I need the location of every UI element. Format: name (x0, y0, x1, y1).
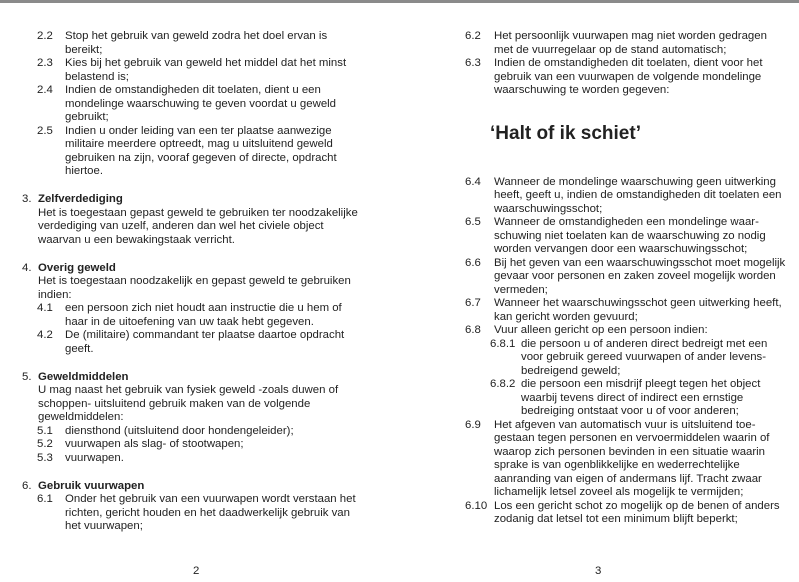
item-text: gebruikt; (65, 111, 109, 123)
text-line (400, 297, 799, 311)
section-heading (0, 371, 399, 385)
text-line (400, 57, 799, 71)
list-item (400, 378, 799, 419)
item-text: richten, gericht houden en het daadwerkelijk gebruik van (65, 506, 350, 519)
item-text: worden vervangen door een waarschuwingsschot; (494, 243, 748, 255)
item-number: 5.3 (37, 451, 53, 464)
text-line (0, 57, 399, 71)
page-number-3: 3 (595, 565, 602, 577)
item-text: vuurwapen als slag- of stootwapen; (65, 438, 244, 450)
text-line (400, 459, 799, 473)
item-text: gestaan tegen personen en vervoermiddelen waarin of (494, 432, 770, 444)
text-line (0, 44, 399, 58)
list-item (0, 84, 399, 125)
item-text: geeft. (65, 342, 94, 355)
text-line (400, 284, 799, 298)
list-item (400, 257, 799, 298)
text-line (0, 316, 399, 330)
text-line (0, 289, 399, 303)
item-text: Overig geweld (38, 261, 116, 274)
item-number: 6.3 (465, 57, 481, 69)
page-2 (0, 30, 399, 534)
text-line (0, 220, 399, 234)
item-text: verdediging van uzelf, anderen dan wel het civiele object (38, 220, 324, 232)
item-text: Het is toegestaan noodzakelijk en gepast geweld te gebruiken (38, 275, 351, 287)
list-item (400, 419, 799, 500)
item-text: Vuur alleen gericht op een persoon indien: (494, 324, 708, 336)
list-item (400, 216, 799, 257)
text-line (400, 378, 799, 392)
text-line (400, 486, 799, 500)
item-text: waarschuwing te worden gegeven: (494, 84, 670, 96)
text-line (0, 329, 399, 343)
text-line (0, 507, 399, 521)
text-line (400, 257, 799, 271)
text-line (400, 230, 799, 244)
item-text: gebruiken na zijn, vooraf gegeven of directe, opdracht (65, 151, 337, 164)
text-line (0, 398, 399, 412)
text-line (400, 203, 799, 217)
text-line (400, 216, 799, 230)
item-text: kan gericht worden gevuurd; (494, 310, 638, 323)
text-line (400, 44, 799, 58)
item-text: waarop zich personen bevinden in een situatie waarin (494, 445, 766, 458)
item-text: Indien u onder leiding van een ter plaatse aanwezige (65, 124, 332, 137)
item-number: 6.6 (465, 256, 481, 269)
text-line (0, 71, 399, 85)
item-text: Wanneer het waarschuwingsschot geen uitwerking heeft, (494, 297, 782, 309)
item-text: belastend is; (65, 70, 129, 83)
text-line (400, 392, 799, 406)
text-line (0, 371, 399, 385)
text-line (0, 125, 399, 139)
list-item (400, 30, 799, 57)
text-line (0, 138, 399, 152)
text-line (400, 84, 799, 98)
text-line (0, 275, 399, 289)
item-text: U mag naast het gebruik van fysiek geweld -zoals duwen of (38, 384, 339, 396)
item-text: waarbij tevens direct of indirect een ernstige (521, 391, 744, 404)
item-text: militaire meerdere optreedt, mag u uitsluitend geweld (65, 138, 333, 150)
item-text: Het is toegestaan gepast geweld te gebruiken ter noodzakelijke (38, 206, 358, 219)
item-text: schuwing niet toelaten kan de waarschuwing zo nodig (494, 229, 766, 242)
text-line (400, 419, 799, 433)
list-item (400, 57, 799, 98)
item-text: Het persoonlijk vuurwapen mag niet worden gedragen (494, 30, 767, 42)
item-text: bedreiging ontstaat voor u of voor anderen; (521, 405, 739, 417)
text-line (400, 432, 799, 446)
item-text: vermeden; (494, 283, 548, 296)
item-text: die persoon u of anderen direct bedreigt met een (521, 337, 768, 350)
text-line (400, 243, 799, 257)
item-text: ‘Halt of ik schiet’ (490, 122, 641, 144)
item-text: zodanig dat letsel tot een minimum blijft beperkt; (494, 513, 738, 525)
text-line (0, 452, 399, 466)
item-text: heeft, geeft u, indien de omstandigheden dit toelaten een (494, 189, 782, 201)
item-number: 6.8.1 (490, 337, 516, 350)
list-item (0, 329, 399, 356)
text-line (0, 425, 399, 439)
item-number: 2.2 (37, 30, 53, 42)
item-text: Onder het gebruik van een vuurwapen wordt verstaan het (65, 493, 356, 505)
page-3 (400, 30, 799, 527)
list-item (0, 125, 399, 179)
item-number: 4.2 (37, 329, 53, 341)
section-heading (0, 262, 399, 276)
text-line (0, 480, 399, 494)
list-item (0, 302, 399, 329)
text-line (0, 98, 399, 112)
item-text: De (militaire) commandant ter plaatse daartoe opdracht (65, 329, 345, 341)
text-line (400, 500, 799, 514)
item-number: 6.2 (465, 30, 481, 42)
item-number: 6.1 (37, 493, 53, 505)
item-number: 5.2 (37, 438, 53, 450)
item-text: sprake is van ogenblikkelijke en wederrechtelijke (494, 459, 740, 471)
warning-phrase (400, 122, 799, 146)
list-item (0, 438, 399, 452)
item-text: indien: (38, 288, 72, 301)
text-line (0, 411, 399, 425)
item-text: voor gebruik gereed vuurwapen of ander levens- (521, 351, 767, 363)
text-line (0, 520, 399, 534)
text-line (0, 438, 399, 452)
text-line (0, 384, 399, 398)
section-heading (0, 193, 399, 207)
item-text: hiertoe. (65, 165, 103, 177)
item-number: 5.1 (37, 424, 53, 437)
item-number: 2.3 (37, 57, 53, 69)
text-line (400, 270, 799, 284)
text-line (0, 207, 399, 221)
list-item (0, 57, 399, 84)
item-text: bedreigend geweld; (521, 364, 621, 377)
text-line (0, 111, 399, 125)
item-text: aanranding van eigen of andermans lijf. Tracht zwaar (494, 472, 762, 485)
item-text: Wanneer de omstandigheden een mondelinge waar- (494, 216, 759, 228)
list-item (0, 452, 399, 466)
text-line (400, 446, 799, 460)
item-text: Bij het geven van een waarschuwingsschot moet mogelijk (494, 256, 786, 269)
list-item (400, 297, 799, 324)
list-item (0, 493, 399, 534)
text-line (400, 71, 799, 85)
text-line (400, 176, 799, 190)
item-text: Los een gericht schot zo mogelijk op de benen of anders (494, 499, 780, 512)
text-line (0, 30, 399, 44)
item-number: 6.4 (465, 175, 481, 188)
text-line (0, 302, 399, 316)
text-line (0, 493, 399, 507)
item-text: Kies bij het gebruik van geweld het middel dat het minst (65, 57, 347, 69)
item-text: Het afgeven van automatisch vuur is uitsluitend toe- (494, 418, 756, 431)
item-text: geweldmiddelen: (38, 411, 124, 423)
item-text: schoppen- uitsluitend gebruik maken van de volgende (38, 397, 311, 410)
page-number-2: 2 (193, 565, 200, 577)
item-text: Geweldmiddelen (38, 370, 129, 383)
item-number: 6.5 (465, 216, 481, 228)
item-number: 6.8 (465, 324, 481, 336)
list-item (400, 176, 799, 217)
item-number: 4. (22, 261, 32, 274)
list-item (400, 500, 799, 527)
item-number: 6.9 (465, 418, 481, 431)
item-number: 6. (22, 479, 32, 492)
paragraph (0, 207, 399, 248)
text-line (0, 343, 399, 357)
item-text: vuurwapen. (65, 451, 124, 464)
paragraph (0, 384, 399, 425)
item-text: met de vuurregelaar op de stand automatisch; (494, 43, 727, 56)
text-line (400, 122, 799, 146)
item-text: Indien de omstandigheden dit toelaten, dient u een (65, 84, 321, 96)
item-text: Stop het gebruik van geweld zodra het doel ervan is (65, 30, 328, 42)
item-number: 6.8.2 (490, 378, 516, 390)
item-number: 2.5 (37, 124, 53, 137)
item-text: diensthond (uitsluitend door hondengeleider); (65, 424, 294, 437)
paragraph (0, 275, 399, 302)
item-text: die persoon een misdrijf pleegt tegen het object (521, 378, 761, 390)
item-text: Indien de omstandigheden dit toelaten, dient voor het (494, 57, 763, 69)
item-text: waarschuwingsschot; (494, 202, 603, 215)
item-text: lichamelijk letsel zoveel als mogelijk te vermijden; (494, 486, 744, 498)
item-text: mondelinge waarschuwing te geven voordat u geweld (65, 97, 337, 110)
item-text: gebruik van een vuurwapen de volgende mondelinge (494, 70, 762, 83)
text-line (400, 365, 799, 379)
text-line (0, 234, 399, 248)
item-number: 2.4 (37, 84, 53, 96)
item-text: haar in de uitoefening van uw taak hebt gegeven. (65, 315, 314, 328)
list-item (0, 425, 399, 439)
text-line (0, 165, 399, 179)
text-line (0, 262, 399, 276)
text-line (400, 30, 799, 44)
text-line (400, 405, 799, 419)
item-text: bereikt; (65, 43, 103, 56)
item-text: het vuurwapen; (65, 520, 143, 532)
top-border (0, 0, 799, 3)
text-line (0, 152, 399, 166)
item-text: waarvan u een bewakingstaak verricht. (38, 233, 235, 246)
item-text: Gebruik vuurwapen (38, 479, 145, 492)
text-line (0, 193, 399, 207)
text-line (400, 351, 799, 365)
text-line (400, 338, 799, 352)
item-number: 6.10 (465, 499, 488, 512)
text-line (0, 84, 399, 98)
item-text: Zelfverdediging (38, 193, 123, 205)
item-text: een persoon zich niet houdt aan instructie die u hem of (65, 302, 342, 314)
list-item (400, 324, 799, 338)
item-number: 5. (22, 370, 32, 383)
text-line (400, 189, 799, 203)
item-number: 4.1 (37, 302, 53, 314)
list-item (0, 30, 399, 57)
item-number: 3. (22, 193, 32, 205)
item-number: 6.7 (465, 297, 481, 309)
text-line (400, 324, 799, 338)
section-heading (0, 480, 399, 494)
item-text: Wanneer de mondelinge waarschuwing geen uitwerking (494, 175, 776, 188)
list-item (400, 338, 799, 379)
text-line (400, 473, 799, 487)
item-text: gevaar voor personen en zaken zoveel mogelijk worden (494, 270, 776, 282)
text-line (400, 513, 799, 527)
text-line (400, 311, 799, 325)
